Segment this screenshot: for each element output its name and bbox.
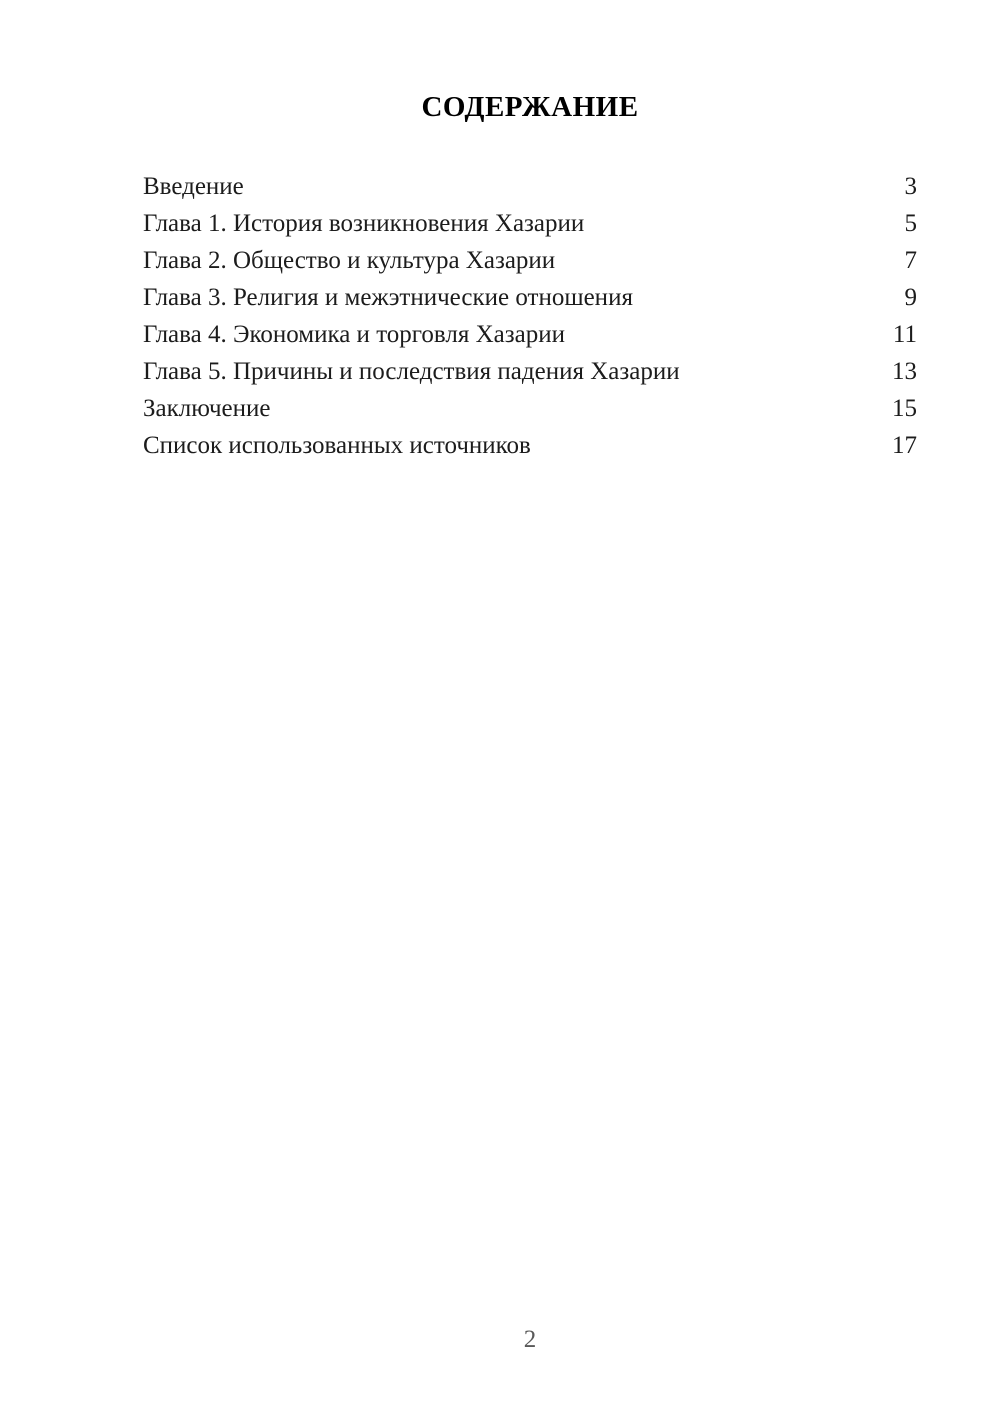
toc-entry (143, 353, 917, 390)
toc-entry-label: Заключение (143, 395, 271, 422)
toc-entry (143, 427, 917, 464)
toc-entry-label: Глава 4. Экономика и торговля Хазарии (143, 321, 565, 348)
toc-entry-label: Введение (143, 173, 244, 200)
toc-entry (143, 205, 917, 242)
toc-entry (143, 279, 917, 316)
toc-entry-page-number: 5 (904, 210, 917, 237)
footer-page-number: 2 (523, 1326, 537, 1353)
toc-entry-label: Список использованных источников (143, 432, 531, 459)
table-of-contents (143, 168, 917, 464)
toc-entry-label: Глава 3. Религия и межэтнические отношения (143, 284, 633, 311)
toc-entry (143, 242, 917, 279)
toc-entry (143, 390, 917, 427)
toc-entry (143, 316, 917, 353)
toc-entry-page-number: 7 (904, 247, 917, 274)
toc-entry-label: Глава 2. Общество и культура Хазарии (143, 247, 556, 274)
toc-entry-page-number: 15 (892, 395, 917, 422)
toc-entry-page-number: 17 (892, 432, 917, 459)
toc-entry-page-number: 9 (904, 284, 917, 311)
page-title: СОДЕРЖАНИЕ (421, 91, 639, 123)
toc-entry-label: Глава 5. Причины и последствия падения Хазарии (143, 358, 680, 385)
toc-entry-label: Глава 1. История возникновения Хазарии (143, 210, 585, 237)
toc-entry-page-number: 3 (904, 173, 917, 200)
toc-entry (143, 168, 917, 205)
page-content (143, 0, 917, 464)
toc-entry-page-number: 11 (892, 321, 917, 348)
toc-entry-page-number: 13 (892, 358, 917, 385)
